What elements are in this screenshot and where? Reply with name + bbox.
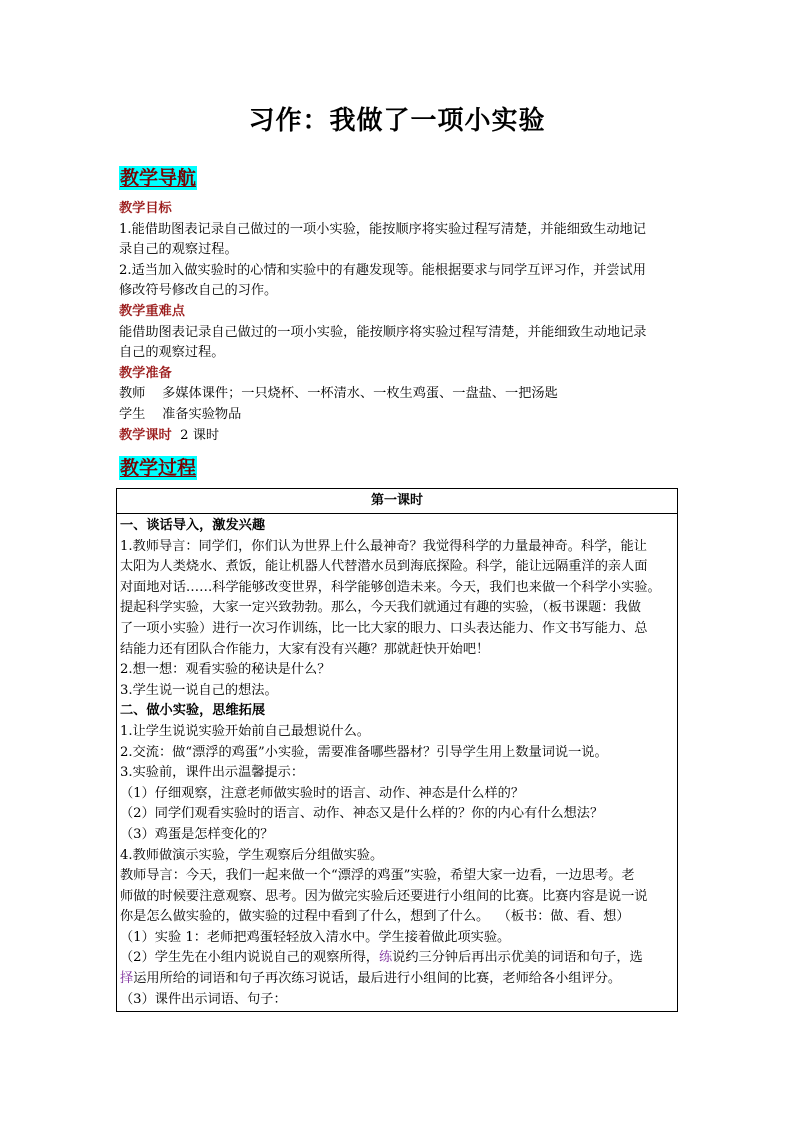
key-points-line-1: 能借助图表记录自己做过的一项小实验，能按顺序将实验过程写清楚，并能细致生动地记录: [119, 324, 647, 340]
table-body: [117, 514, 677, 1010]
s2-experiment-2-line-1: [120, 948, 674, 969]
class-hours-value: 2 课时: [171, 427, 220, 443]
s1-paragraph-1-line-5: 了一项小实验）进行一次习作训练，比一比大家的眼力、口头表达能力、作文书写能力、总: [120, 620, 648, 636]
goal-1-line-1: 1.能借助图表记录自己做过的一项小实验，能按顺序将实验过程写清楚，并能细致生动地记: [119, 221, 646, 237]
goal-2-line-1: 2.适当加入做实验时的心情和实验中的有趣发现等。能根据要求与同学互评习作，并尝试用: [119, 262, 646, 278]
s2-paragraph-5-line-3: 你是怎么做实验的，做实验的过程中看到了什么，想到了什么。 （板书：做、看、想）: [120, 909, 630, 925]
s2-experiment-2-line-2: [120, 969, 674, 990]
s2-paragraph-4: 4.教师做演示实验，学生观察后分组做实验。: [120, 847, 384, 863]
s2-e2-highlight-a: 练: [378, 950, 393, 966]
goals-label: 教学目标: [119, 201, 172, 216]
s1-paragraph-1-line-1: 1.教师导言：同学们，你们认为世界上什么最神奇？我觉得科学的力量最神奇。科学，能让: [120, 538, 647, 554]
s2-paragraph-5-line-1: 教师导言：今天，我们一起来做一个“漂浮的鸡蛋”实验，希望大家一边看，一边思考。老: [120, 868, 635, 884]
s2-e2-text-c: 运用所给的词语和句子再次练习说话，最后进行小组间的比赛，老师给各小组评分。: [133, 971, 622, 987]
preparation-teacher: 教师 多媒体课件；一只烧杯、一杯清水、一枚生鸡蛋、一盘盐、一把汤匙: [119, 386, 558, 402]
s2-e2-text-a: （2）学生先在小组内说说自己的观察所得，: [120, 950, 379, 966]
goal-2-line-2: 修改符号修改自己的习作。: [119, 283, 278, 299]
class-hours-label: 教学课时: [119, 427, 172, 443]
preparation-label: 教学准备: [119, 365, 172, 381]
s2-tip-2: （2）同学们观看实验时的语言、动作、神态又是什么样的？你的内心有什么想法？: [120, 806, 604, 822]
s2-paragraph-2: 2.交流：做“漂浮的鸡蛋”小实验，需要准备哪些器材？引导学生用上数量词说一说。: [120, 744, 608, 760]
key-points-line-2: 自己的观察过程。: [119, 345, 225, 361]
teaching-navigation-heading: 教学导航: [120, 167, 197, 189]
s1-paragraph-1-line-2: 太阳为人类烧水、煮饭，能让机器人代替潜水员到海底探险。科学，能让远隔重洋的亲人面: [120, 559, 648, 575]
s2-experiment-3: （3）课件出示词语、句子：: [120, 991, 287, 1007]
table-title: 第一课时: [117, 489, 677, 514]
teaching-process-heading: 教学过程: [120, 457, 197, 479]
s1-paragraph-1-line-4: 提起科学实验，大家一定兴致勃勃。那么，今天我们就通过有趣的实验，（板书课题：我做: [120, 600, 641, 616]
s1-paragraph-2: 2.想一想：观看实验的秘诀是什么？: [120, 662, 331, 678]
page-title: 习作：我做了一项小实验: [248, 106, 546, 136]
s2-e2-highlight-b: 择: [120, 971, 134, 987]
s2-paragraph-5-line-2: 师做的时候要注意观察、思考。因为做完实验后还要进行小组间的比赛。比赛内容是说一说: [120, 888, 648, 904]
key-points-label: 教学重难点: [119, 303, 185, 319]
s2-tip-3: （3）鸡蛋是怎样变化的？: [120, 826, 274, 842]
class-hours-row: [119, 426, 679, 447]
s2-paragraph-3: 3.实验前，课件出示温馨提示：: [120, 765, 305, 781]
section-1-title: 一、谈话导入，激发兴趣: [120, 518, 266, 533]
s1-paragraph-1-line-3: 对面地对话……科学能够改变世界，科学能够创造未来。今天，我们也来做一个科学小实验。: [120, 579, 661, 595]
s2-paragraph-1: 1.让学生说说实验开始前自己最想说什么。: [120, 723, 370, 739]
goal-1-line-2: 录自己的观察过程。: [119, 242, 238, 258]
s2-e2-text-b: 说约三分钟后再出示优美的词语和句子，选: [392, 950, 643, 966]
s2-tip-1: （1）仔细观察，注意老师做实验时的语言、动作、神态是什么样的？: [120, 785, 525, 801]
teaching-navigation-content: [119, 199, 679, 446]
s2-experiment-1: （1）实验 1：老师把鸡蛋轻轻放入清水中。学生接着做此项实验。: [120, 929, 511, 945]
s1-paragraph-3: 3.学生说一说自己的想法。: [120, 682, 278, 698]
preparation-student: 学生 准备实验物品: [119, 406, 242, 422]
teaching-process-table: [116, 488, 678, 1012]
section-2-title: 二、做小实验，思维拓展: [120, 703, 266, 719]
s1-paragraph-1-line-6: 结能力还有团队合作能力，大家有没有兴趣？那就赶快开始吧！: [120, 641, 490, 657]
